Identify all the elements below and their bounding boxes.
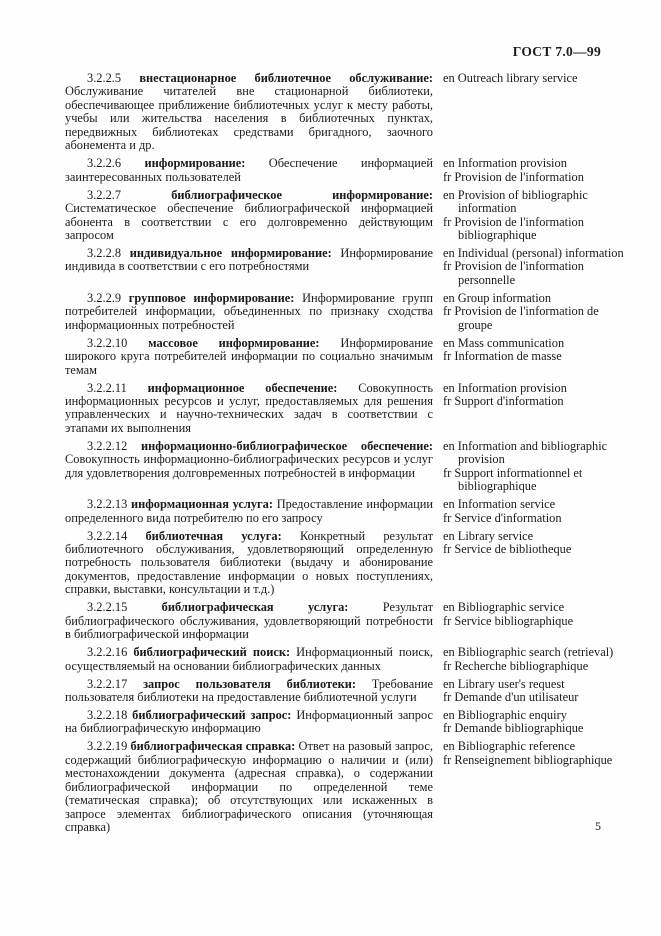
term-number: 3.2.2.5: [87, 71, 122, 85]
translation-en: [443, 189, 625, 216]
translation-text: Demande d'un utilisateur: [451, 690, 579, 705]
term-definition-column: [65, 189, 433, 243]
term-entry: [65, 709, 633, 736]
term-entry: [65, 646, 633, 673]
term-name: запрос пользователя библиотеки:: [127, 676, 356, 691]
term-paragraph: [65, 498, 433, 525]
term-paragraph: [65, 247, 433, 274]
translation-language-label: fr: [443, 349, 452, 364]
term-number: 3.2.2.11: [87, 380, 127, 395]
translation-text: Support informationnel et bibliographique: [451, 465, 583, 494]
translation-language-label: fr: [443, 304, 452, 319]
term-definition-column: [65, 498, 433, 525]
term-definition-column: [65, 530, 433, 597]
term-paragraph: [65, 72, 433, 153]
translation-text: Group information: [454, 290, 552, 305]
term-entry: [65, 530, 633, 597]
translation-en: [443, 382, 625, 395]
translation-fr: [443, 754, 625, 767]
term-name: библиотечная услуга:: [127, 528, 282, 543]
term-translations: [443, 72, 625, 85]
term-translations: [443, 646, 625, 673]
term-name: информационно-библиографическое обеспечение:: [127, 438, 433, 453]
translation-en: [443, 709, 625, 722]
term-number: 3.2.2.13: [87, 497, 128, 512]
translation-language-label: en: [443, 290, 455, 305]
translation-language-label: en: [443, 528, 455, 543]
page-footer: [595, 819, 601, 833]
term-definition-column: [65, 678, 433, 705]
translation-fr: [443, 395, 625, 408]
translation-text: Bibliographic reference: [454, 739, 576, 754]
page-number: 5: [595, 819, 601, 833]
term-name: индивидуальное информирование:: [121, 245, 332, 260]
term-name: библиографический запрос:: [127, 707, 292, 722]
translation-language-label: fr: [443, 752, 452, 767]
term-definition-text: Информирование групп потребителей информации, объединенных по признаку сходства информационных потребностей: [65, 290, 434, 332]
translation-text: Information and bibliographic provision: [454, 438, 608, 467]
translation-text: Outreach library service: [454, 71, 578, 85]
term-definition-column: [65, 740, 433, 834]
term-entry: [65, 157, 633, 184]
term-definition-text: Предоставление информации определенного вида потребителю по его запросу: [65, 497, 434, 525]
term-definition-text: Систематическое обеспечение библиографической информацией абонента в соответствии с его долговременно действующим запросом: [65, 201, 433, 242]
term-paragraph: [65, 740, 433, 834]
terms-list: [65, 72, 633, 835]
term-paragraph: [65, 709, 433, 736]
term-number: 3.2.2.17: [87, 676, 128, 691]
translation-fr: [443, 305, 625, 332]
term-entry: [65, 678, 633, 705]
term-translations: [443, 498, 625, 525]
term-entry: [65, 247, 633, 287]
term-translations: [443, 530, 625, 557]
term-definition-text: Обслуживание читателей вне стационарной библиотеки, обеспечивающее приближение библиотечных услуг к месту работы, учебы или жительства населения в библиотечных пунктах, передвижных библиотеках средствами бригадного, заочного абонемента и др.: [65, 84, 433, 153]
translation-text: Information service: [454, 497, 556, 512]
term-name: групповое информирование:: [121, 290, 295, 305]
translation-en: [443, 498, 625, 511]
term-number: 3.2.2.18: [87, 707, 128, 722]
term-paragraph: [65, 601, 433, 641]
translation-language-label: fr: [443, 214, 452, 229]
term-paragraph: [65, 440, 433, 480]
term-number: 3.2.2.14: [87, 528, 128, 543]
translation-language-label: en: [443, 156, 455, 171]
term-name: информирование:: [121, 156, 246, 171]
translation-language-label: fr: [443, 613, 452, 628]
term-translations: [443, 740, 625, 767]
term-translations: [443, 292, 625, 332]
translation-fr: [443, 691, 625, 704]
term-definition-text: Информирование широкого круга потребителей информации по социально значимым темам: [65, 335, 433, 377]
term-translations: [443, 382, 625, 409]
translation-language-label: en: [443, 187, 455, 202]
term-entry: [65, 337, 633, 377]
term-definition-column: [65, 247, 433, 274]
term-paragraph: [65, 157, 433, 184]
term-definition-column: [65, 292, 433, 332]
term-number: 3.2.2.9: [87, 290, 122, 305]
term-paragraph: [65, 678, 433, 705]
translation-language-label: en: [443, 707, 455, 722]
term-translations: [443, 247, 625, 287]
translation-language-label: en: [443, 245, 455, 260]
translation-language-label: en: [443, 380, 455, 395]
term-definition-column: [65, 709, 433, 736]
term-paragraph: [65, 337, 433, 377]
translation-text: Library service: [454, 528, 534, 543]
term-definition-column: [65, 646, 433, 673]
translation-en: [443, 601, 625, 614]
translation-text: Service d'information: [451, 510, 562, 525]
term-paragraph: [65, 530, 433, 597]
page-header: [65, 44, 633, 59]
translation-en: [443, 157, 625, 170]
translation-language-label: en: [443, 438, 455, 453]
term-number: 3.2.2.19: [87, 739, 128, 754]
term-number: 3.2.2.15: [87, 600, 128, 615]
translation-text: Support d'information: [451, 393, 564, 408]
term-name: внестационарное библиотечное обслуживание:: [121, 71, 433, 85]
translation-language-label: fr: [443, 393, 452, 408]
term-entry: [65, 601, 633, 641]
term-definition-text: Совокупность информационно-библиографических ресурсов и услуг для удовлетворения долговременных потребностей в информации: [65, 452, 433, 480]
term-translations: [443, 157, 625, 184]
standard-code: ГОСТ 7.0—99: [512, 44, 601, 59]
translation-en: [443, 440, 625, 467]
term-definition-text: Результат библиографического обслуживания, удовлетворяющий потребности в библиографической информации: [65, 600, 433, 642]
term-definition-text: Информационный запрос на библиографическую информацию: [65, 707, 434, 736]
term-name: библиографическая справка:: [127, 739, 296, 754]
translation-language-label: en: [443, 600, 455, 615]
translation-fr: [443, 615, 625, 628]
term-entry: [65, 72, 633, 153]
term-name: информационное обеспечение:: [126, 380, 338, 395]
translation-language-label: en: [443, 335, 455, 350]
translation-language-label: fr: [443, 721, 452, 736]
translation-language-label: fr: [443, 542, 452, 556]
translation-language-label: en: [443, 497, 455, 512]
translation-text: Bibliographic search (retrieval): [454, 645, 614, 660]
term-definition-text: Информирование индивида в соответствии с его потребностями: [65, 245, 433, 274]
translation-language-label: fr: [443, 510, 452, 525]
term-translations: [443, 678, 625, 705]
translation-en: [443, 740, 625, 753]
translation-fr: [443, 216, 625, 243]
term-translations: [443, 189, 625, 243]
translation-language-label: fr: [443, 465, 452, 480]
translation-fr: [443, 171, 625, 184]
term-definition-text: Ответ на разовый запрос, содержащий библиографическую информацию о наличии и (или) местонахождении документа (адресная справка), о содержании библиографической информации по определенной теме (тематическая справка); об отсутствующих или искаженных в запросе элементах библиографического описания (уточняющая справка): [65, 739, 433, 835]
translation-fr: [443, 350, 625, 363]
translation-text: Service bibliographique: [451, 613, 574, 628]
translation-language-label: fr: [443, 259, 452, 274]
term-entry: [65, 740, 633, 834]
term-entry: [65, 292, 633, 332]
term-entry: [65, 440, 633, 494]
translation-language-label: en: [443, 739, 455, 754]
translation-language-label: fr: [443, 690, 452, 705]
translation-text: Provision de l'information personnelle: [451, 259, 584, 287]
translation-text: Information provision: [454, 156, 567, 171]
term-paragraph: [65, 292, 433, 332]
translation-language-label: en: [443, 71, 455, 85]
translation-language-label: en: [443, 676, 455, 691]
term-number: 3.2.2.7: [87, 187, 122, 202]
term-definition-column: [65, 72, 433, 153]
translation-text: Library user's request: [454, 676, 565, 691]
translation-language-label: fr: [443, 658, 452, 673]
translation-text: Mass communication: [454, 335, 565, 350]
term-entry: [65, 189, 633, 243]
translation-text: Provision de l'information: [451, 169, 584, 184]
translation-en: [443, 337, 625, 350]
term-number: 3.2.2.8: [87, 245, 122, 260]
term-name: массовое информирование:: [127, 335, 320, 350]
term-definition-column: [65, 157, 433, 184]
term-definition-column: [65, 440, 433, 480]
translation-fr: [443, 543, 625, 556]
term-number: 3.2.2.12: [87, 438, 128, 453]
term-entry: [65, 382, 633, 436]
translation-en: [443, 247, 625, 260]
term-name: библиографическая услуга:: [127, 600, 349, 615]
translation-en: [443, 292, 625, 305]
translation-text: Provision de l'information de groupe: [451, 304, 599, 332]
term-translations: [443, 337, 625, 364]
translation-text: Information de masse: [451, 349, 562, 364]
term-definition-column: [65, 337, 433, 377]
term-definition-text: Обеспечение информацией заинтересованных пользователей: [65, 156, 433, 184]
translation-text: Bibliographic enquiry: [454, 707, 567, 722]
term-paragraph: [65, 646, 433, 673]
term-name: библиографический поиск:: [127, 645, 291, 660]
term-definition-text: Конкретный результат библиотечного обслуживания, удовлетворяющий определенную потребность пользователя библиотеки (выдачу и абонирование документов, предоставление информации о новых поступлениях, справки, выставки, консультации и т.д.): [65, 528, 433, 597]
term-definition-column: [65, 601, 433, 641]
term-translations: [443, 440, 625, 494]
translation-en: [443, 678, 625, 691]
term-name: информационная услуга:: [127, 497, 274, 512]
translation-en: [443, 646, 625, 659]
translation-language-label: fr: [443, 169, 452, 184]
term-definition-column: [65, 382, 433, 436]
translation-text: Renseignement bibliographique: [451, 752, 613, 767]
term-entry: [65, 498, 633, 525]
translation-fr: [443, 512, 625, 525]
translation-en: [443, 72, 625, 85]
term-number: 3.2.2.10: [87, 335, 128, 350]
translation-fr: [443, 722, 625, 735]
translation-text: Recherche bibliographique: [451, 658, 589, 673]
term-paragraph: [65, 189, 433, 243]
term-number: 3.2.2.6: [87, 156, 122, 171]
translation-fr: [443, 660, 625, 673]
term-number: 3.2.2.16: [87, 645, 128, 660]
term-definition-text: Информационный поиск, осуществляемый на основании библиографических данных: [65, 645, 433, 673]
translation-text: Individual (personal) information: [454, 245, 624, 260]
translation-fr: [443, 260, 625, 287]
translation-en: [443, 530, 625, 543]
term-definition-text: Совокупность информационных ресурсов и услуг, предоставляемых для решения управленческих и научно-технических задач в соответствии с этапами их выполнения: [65, 380, 433, 435]
translation-text: Provision of bibliographic information: [454, 187, 588, 216]
term-paragraph: [65, 382, 433, 436]
term-translations: [443, 601, 625, 628]
translation-text: Provision de l'information bibliographique: [451, 214, 584, 242]
translation-text: Bibliographic service: [454, 600, 565, 615]
translation-text: Information provision: [454, 380, 567, 395]
translation-fr: [443, 467, 625, 494]
translation-language-label: en: [443, 645, 455, 660]
term-name: библиографическое информирование:: [121, 187, 433, 202]
term-definition-text: Требование пользователя библиотеки на предоставление библиотечной услуги: [65, 676, 434, 705]
translation-text: Service de bibliotheque: [451, 542, 572, 556]
term-translations: [443, 709, 625, 736]
translation-text: Demande bibliographique: [451, 721, 584, 736]
